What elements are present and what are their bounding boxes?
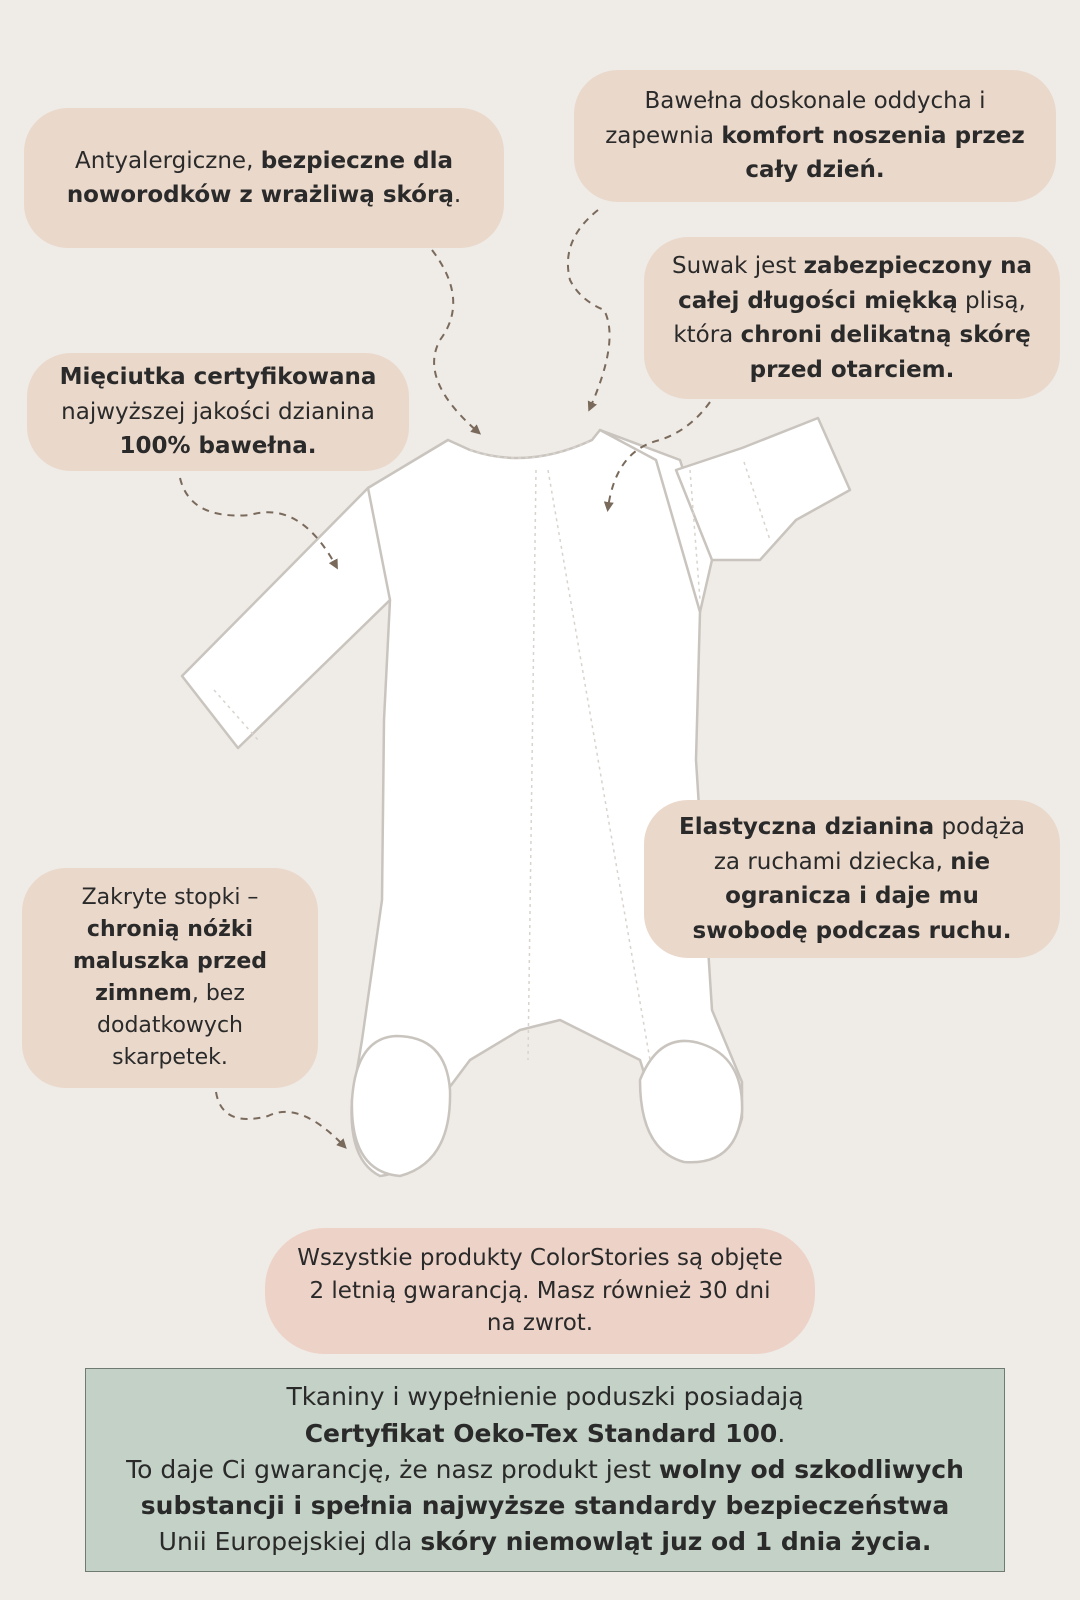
callout-bold: Mięciutka certyfikowana [59, 364, 377, 391]
callout-bold: zabezpieczony na całej długości miękką [678, 253, 1032, 314]
certificate-bold: wolny od szkodliwych substancji i spełnia najwyższe standardy bezpieczeństwa [140, 1454, 964, 1521]
callout-text: Antyalergiczne, [75, 147, 261, 174]
certificate-text: . [777, 1418, 786, 1448]
callout-bold: bezpieczne dla noworodków z wrażliwą skórą [66, 147, 454, 208]
callout-text: Zakryte stopki – [81, 885, 259, 911]
callout-bold: Elastyczna dzianina [679, 814, 935, 840]
callout-text: , bez dodatkowych skarpetek. [97, 981, 245, 1070]
callout-mieciutka [27, 353, 409, 471]
callout-text: najwyższej jakości dzianina [61, 398, 375, 425]
callout-text: Bawełna doskonale oddycha i zapewnia [605, 88, 986, 149]
callout-bawelna [574, 70, 1056, 202]
certificate-bold: Certyfikat Oeko-Tex Standard 100 [304, 1418, 778, 1448]
dashed-arrow-icon [432, 250, 478, 432]
dashed-arrow-icon [568, 210, 610, 408]
guarantee-banner [265, 1228, 815, 1354]
callout-text: Suwak jest [672, 253, 804, 279]
callout-bold: chroni delikatną skórę przed otarciem. [740, 322, 1031, 383]
certificate-text: Tkaniny i wypełnienie poduszki posiadają [286, 1382, 804, 1412]
dashed-arrow-icon [216, 1092, 344, 1146]
callout-elastyczna [644, 800, 1060, 958]
callout-suwak [644, 237, 1060, 399]
callout-bold: nie ogranicza i daje mu swobodę podczas ruchu. [692, 848, 1012, 944]
guarantee-text: Wszystkie produkty ColorStories są objęte 2 letnią gwarancją. Masz również 30 dni na zwrot. [297, 1245, 783, 1337]
certificate-text: To daje Ci gwarancję, że nasz produkt jest [126, 1454, 659, 1484]
certificate-box [85, 1368, 1005, 1572]
certificate-bold: skóry niemowląt juz od 1 dnia życia. [420, 1527, 932, 1557]
callout-stopki [22, 868, 318, 1088]
callout-bold: komfort noszenia przez cały dzień. [721, 122, 1025, 184]
callout-bold: 100% bawełna. [119, 433, 317, 460]
callout-text: . [453, 182, 462, 208]
certificate-text: Unii Europejskiej dla [158, 1527, 421, 1557]
callout-antyalergiczne [24, 108, 504, 248]
callout-bold: chronią nóżki maluszka przed zimnem [72, 917, 268, 1006]
callout-text: plisą, która [673, 287, 1026, 348]
callout-text: podąża za ruchami dziecka, [713, 814, 1025, 875]
